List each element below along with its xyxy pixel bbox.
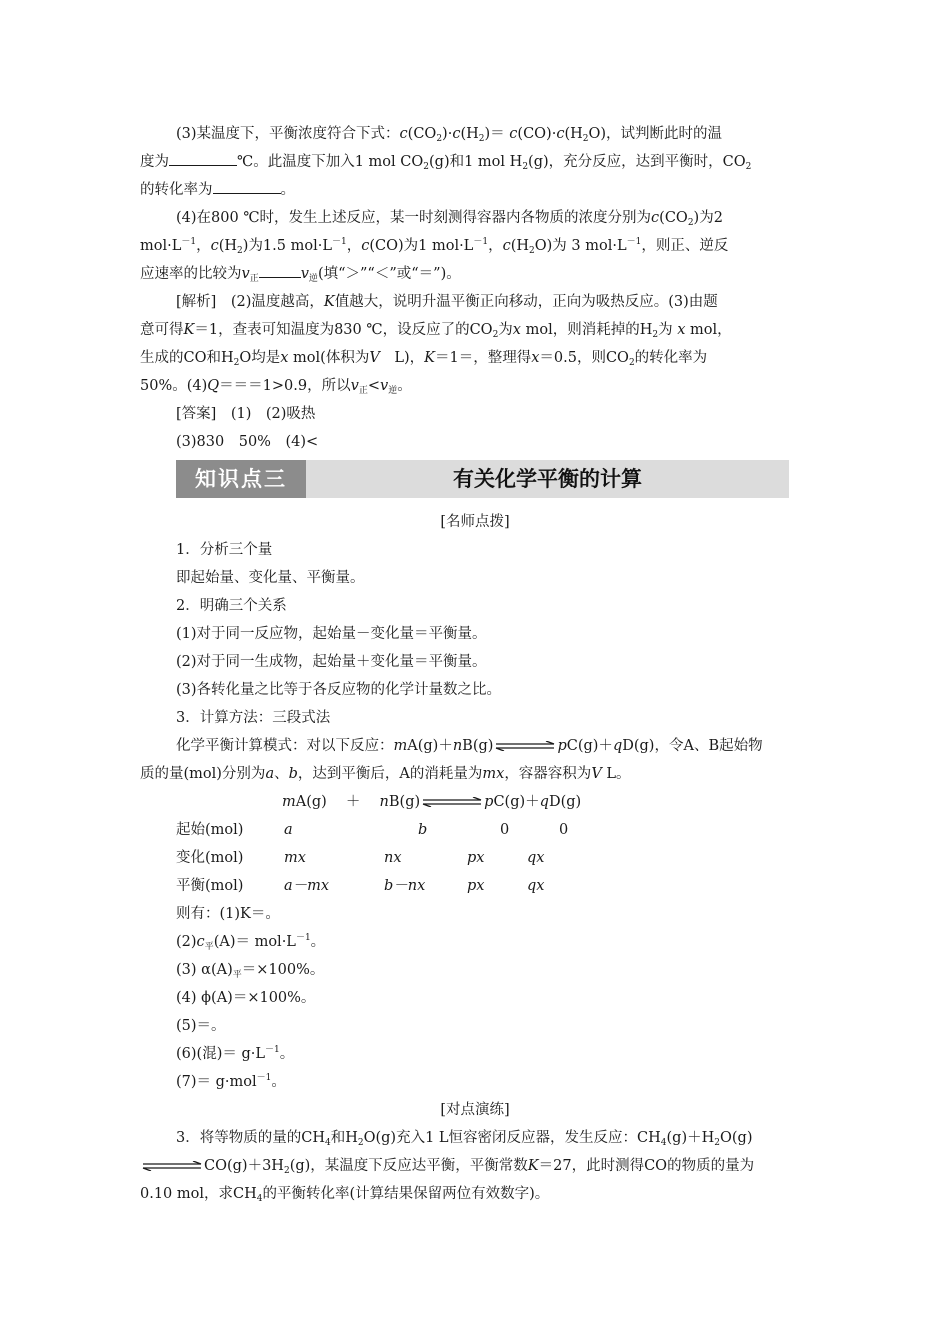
exercise-line-2: $CO(g)+3H_2(g)$，某温度下反应达平衡，平衡常数K＝27，此时测得CO的物质的量为 [140, 1156, 754, 1176]
exercise-line-1: 3．将等物质的量的$CH_4$和$H_2O(g)$充入1 L恒容密闭反应器，发生反应：$CH_4(g)+H_2O(g)$ [176, 1130, 753, 1148]
equilibrium-arrow-icon [494, 741, 556, 751]
formula-line: $(2)c_平(A)= mol\cdot L^{-1}$。 [176, 933, 326, 952]
formula-line: (6)(混)＝ $g\cdot L^{-1}$。 [176, 1045, 295, 1062]
equilibrium-arrow-icon [141, 1161, 203, 1171]
section-heading: [对点演练] [440, 1102, 510, 1118]
list-item: 2．明确三个关系 [176, 598, 287, 614]
answer-line-1: [答案] (1) (2)吸热 [176, 406, 316, 422]
analysis-line-3: 生成的CO和$H_2O$均是x mol(体积为V L)，K＝1＝，整理得x＝0.5，则$CO_2$的转化率为 [140, 350, 708, 368]
calc-mode-line-2: 质的量(mol)分别为a、b，达到平衡后，A的消耗量为mx，容器容积为V L。 [140, 766, 631, 782]
cell: nx [384, 850, 402, 866]
formula-line: (5)＝。 [176, 1018, 226, 1034]
cell: px [467, 878, 485, 894]
q4-line-3: 应速率的比较为$v_正$ $v_逆$(填“＞”“＜”或“＝”)。 [140, 266, 461, 284]
equilibrium-arrow-icon [421, 797, 483, 807]
section-tag: 知识点三 [176, 460, 306, 498]
analysis-line-1: [解析] (2)温度越高，K值越大，说明升温平衡正向移动，正向为吸热反应。(3)由题 [176, 294, 718, 310]
q4-line-2: $mol\cdot L^{-1}$，$c(H_2)$为1.5 $mol\cdot L^{-1}$，c(CO)为1 $mol\cdot L^{-1}$，$c(H_2O)$为 3 $mol\cdot L^{-1}$，则正、逆反 [140, 237, 729, 256]
q3-line-1: (3)某温度下，平衡浓度符合下式：$c(CO_2)\cdot c(H_2)= c(CO)\cdot c(H_2O)$，试判断此时的温 [176, 126, 723, 144]
analysis-line-4: 50%。(4)Q＝＝＝1>0.9，所以$v_正<v_逆$。 [140, 378, 412, 396]
list-item: 即起始量、变化量、平衡量。 [176, 570, 365, 586]
cell: 0 [500, 822, 510, 838]
section-banner [176, 460, 789, 498]
formula-line: (7)＝ g·mol$^{-1}$。 [176, 1073, 286, 1090]
formula-line: (4) ϕ(A)＝×100%。 [176, 990, 316, 1006]
q3-line-2: 度为 ℃。此温度下加入1 mol $CO_2(g)$和1 mol $H_2(g)$，充分反应，达到平衡时，$CO_2$ [140, 154, 752, 172]
list-item: (1)对于同一反应物，起始量－变化量＝平衡量。 [176, 626, 487, 642]
analysis-line-2: 意可得K＝1，查表可知温度为830 ℃，设反应了的$CO_2$为x mol，则消耗掉的$H_2$为 x mol， [140, 322, 732, 340]
list-item: (2)对于同一生成物，起始量＋变化量＝平衡量。 [176, 654, 487, 670]
cell: b [418, 822, 428, 838]
row-label: 平衡(mol) [176, 878, 244, 894]
answer-line-2: (3)830 50% (4)< [176, 434, 319, 450]
row-label: 起始(mol) [176, 822, 244, 838]
section-title: 有关化学平衡的计算 [453, 467, 642, 491]
cell: mx [284, 850, 306, 866]
exercise-line-3: 0.10 mol，求$CH_4$的平衡转化率(计算结果保留两位有效数字)。 [140, 1186, 550, 1204]
list-item: 3．计算方法：三段式法 [176, 710, 331, 726]
q3-line-3: 的转化率为 。 [140, 182, 295, 198]
answer-blank[interactable] [213, 181, 281, 194]
answer-blank[interactable] [259, 265, 301, 278]
row-label: 变化(mol) [176, 850, 244, 866]
cell: 0 [559, 822, 569, 838]
cell: qx [527, 878, 545, 894]
section-heading: [名师点拨] [440, 514, 510, 530]
formula-line: (3) $\alpha(A)_平=\times 100\%$。 [176, 962, 325, 980]
formula-line: 则有：(1)K＝。 [176, 906, 280, 922]
calc-mode-line-1: 化学平衡计算模式：对以下反应：mA(g)＋nB(g) pC(g)＋qD(g)，令A、B起始物 [176, 738, 763, 754]
q4-line-1: (4)在800 ℃时，发生上述反应，某一时刻测得容器内各物质的浓度分别为$c(CO_2)$为2 [176, 210, 723, 228]
cell: a－mx [284, 878, 330, 894]
list-item: (3)各转化量之比等于各反应物的化学计量数之比。 [176, 682, 502, 698]
cell: qx [527, 850, 545, 866]
cell: b－nx [384, 878, 426, 894]
table-reaction: mA(g) ＋ nB(g) pC(g)＋qD(g) [282, 794, 582, 810]
list-item: 1．分析三个量 [176, 542, 273, 558]
answer-blank[interactable] [169, 153, 237, 166]
cell: px [467, 850, 485, 866]
cell: a [284, 822, 293, 838]
